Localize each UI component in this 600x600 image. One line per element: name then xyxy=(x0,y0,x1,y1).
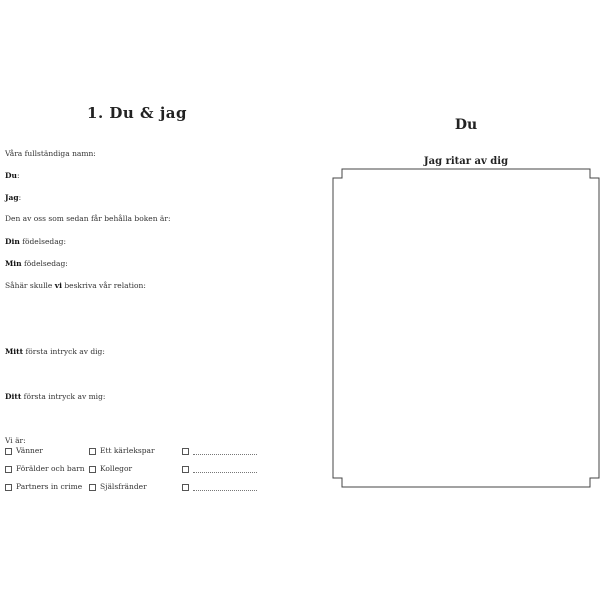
checkbox-row xyxy=(5,446,285,456)
checkbox-box[interactable] xyxy=(89,466,96,473)
checkbox-other-2[interactable] xyxy=(182,464,257,473)
field-book-keeper: Den av oss som sedan får behålla boken är: xyxy=(5,214,171,223)
field-jag: Jag: xyxy=(5,193,22,202)
page-title-left: 1. Du & jag xyxy=(87,104,187,122)
field-first-impression-of-you: Mitt första intryck av dig: xyxy=(5,347,105,356)
blank-line[interactable] xyxy=(193,466,257,473)
checkbox-row xyxy=(5,464,285,474)
drawing-frame[interactable] xyxy=(332,168,600,488)
checkbox-kollegor[interactable]: Kollegor xyxy=(89,464,132,473)
frame-title: Jag ritar av dig xyxy=(423,156,509,167)
checkbox-other-1[interactable] xyxy=(182,446,257,455)
blank-line[interactable] xyxy=(193,484,257,491)
checkbox-partners-in-crime[interactable]: Partners in crime xyxy=(5,482,82,491)
checkbox-row xyxy=(5,482,285,492)
field-du: Du: xyxy=(5,171,20,180)
checkbox-box[interactable] xyxy=(5,448,12,455)
checkbox-foralder-och-barn[interactable]: Förälder och barn xyxy=(5,464,85,473)
checkbox-other-3[interactable] xyxy=(182,482,257,491)
checkbox-box[interactable] xyxy=(182,448,189,455)
checkbox-box[interactable] xyxy=(89,484,96,491)
checkbox-sjalsfrander[interactable]: Själsfränder xyxy=(89,482,147,491)
checkbox-karlekspar[interactable]: Ett kärlekspar xyxy=(89,446,155,455)
checkbox-box[interactable] xyxy=(89,448,96,455)
checkbox-box[interactable] xyxy=(182,466,189,473)
checkbox-box[interactable] xyxy=(182,484,189,491)
checkbox-vanner[interactable]: Vänner xyxy=(5,446,43,455)
field-first-impression-of-me: Ditt första intryck av mig: xyxy=(5,392,106,401)
field-din-birthday: Din födelsedag: xyxy=(5,237,67,246)
checkbox-box[interactable] xyxy=(5,466,12,473)
page-title-right: Du xyxy=(454,117,478,133)
field-relation: Såhär skulle vi beskriva vår relation: xyxy=(5,281,146,290)
checkbox-box[interactable] xyxy=(5,484,12,491)
vi-ar-label: Vi är: xyxy=(5,436,26,445)
blank-line[interactable] xyxy=(193,448,257,455)
field-min-birthday: Min födelsedag: xyxy=(5,259,68,268)
field-full-names: Våra fullständiga namn: xyxy=(5,149,96,158)
